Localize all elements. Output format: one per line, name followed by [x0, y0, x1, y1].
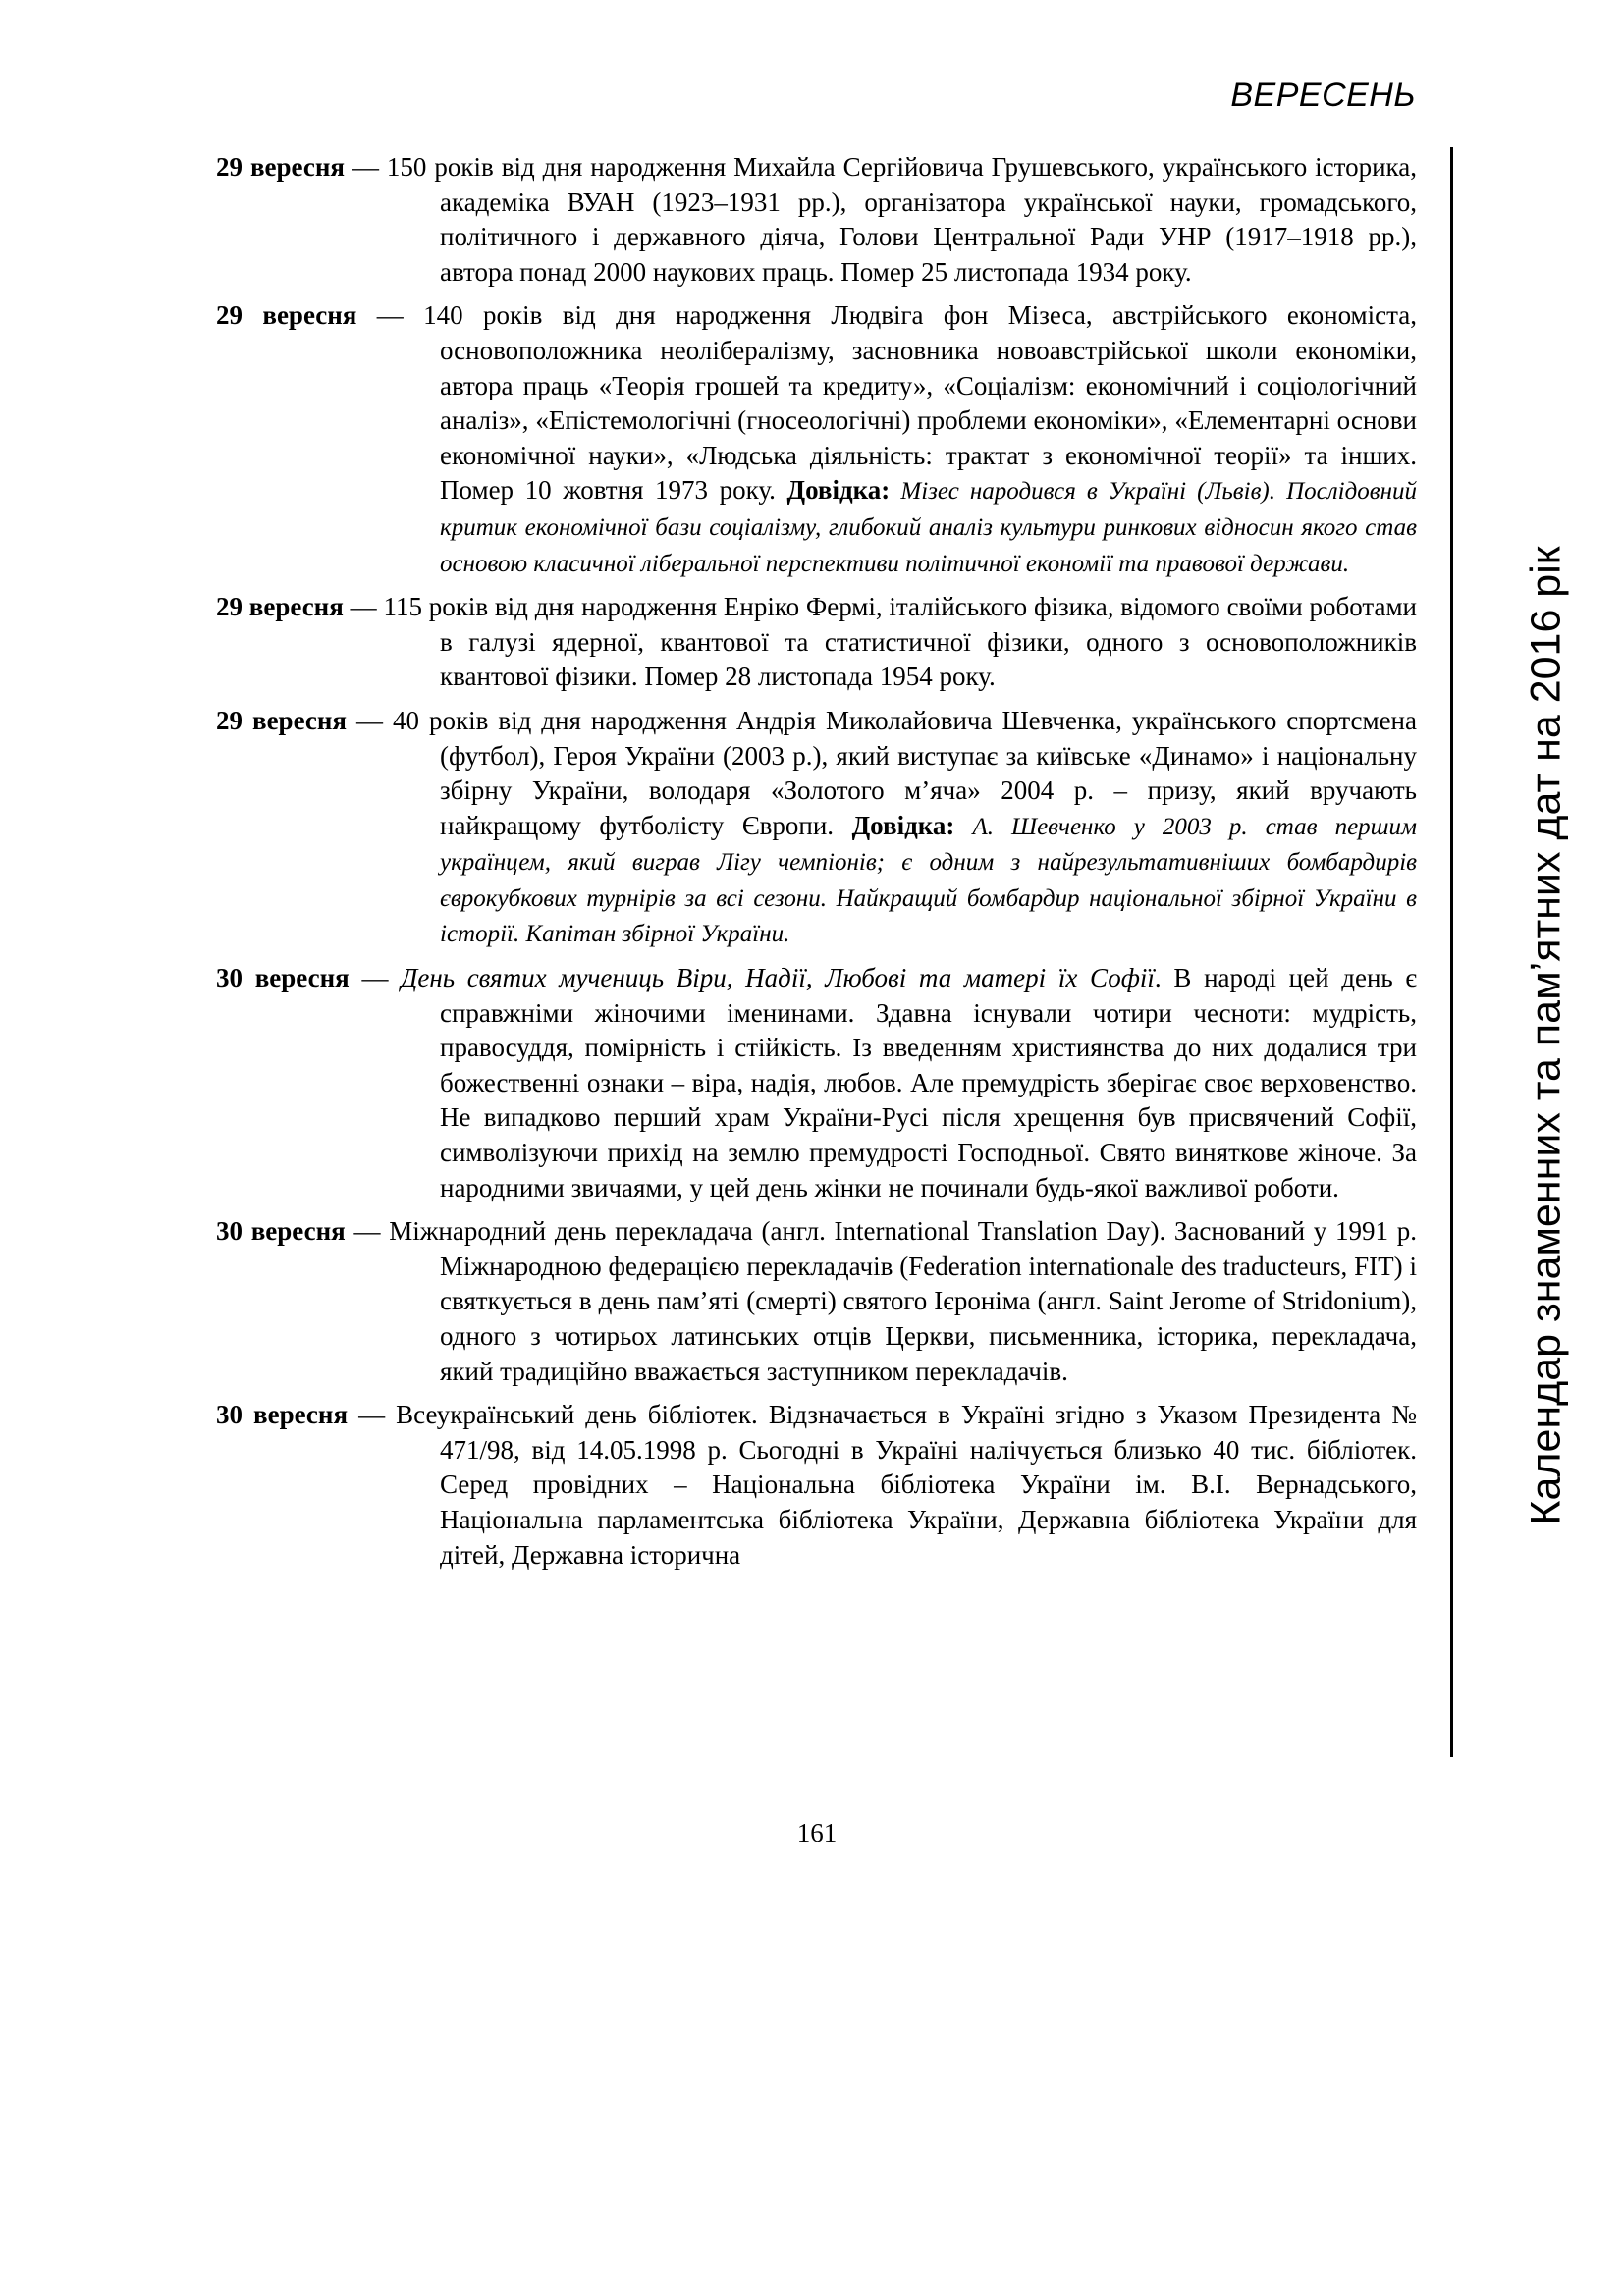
entry-hrushevsky	[216, 150, 1417, 290]
entry-text: — 140 років від дня народження Людвіга фон Мізеса, австрійського економіста, основоположника неолібералізму, засновника новоавстрійської школи економіки, автора праць «Теорія грошей та кредиту», «Соціалізм: економічний і соціологічний аналіз», «Епістемологічні (гносеологічні) проблеми економіки», «Елементарні основи економічної науки», «Людська діяльність: трактат з економічної теорії» та інших. Помер 10 жовтня 1973 року.	[356, 300, 1417, 506]
note-label: Довідка:	[851, 810, 955, 840]
entry-date: 29 вересня	[216, 592, 344, 622]
entry-text: — Міжнародний день перекладача (англ. International Translation Day). Заснований у 1991 р. Міжнародною федерацією перекладачів (Federation internationale des traducteurs, FIT) і святкується в день пам’яті (смерті) святого Ієроніма (англ. Saint Jerome of Stridonium), одного з чотирьох латинських отців Церкви, письменника, історика, перекладача, який традиційно вважається заступником перекладачів.	[345, 1216, 1418, 1386]
entry-date: 29 вересня	[216, 300, 357, 331]
entry-text: — 115 років від дня народження Енріко Фермі, італійського фізика, відомого своїми роботами в галузі ядерної, квантової та статистичної фізики, одного з основоположників квантової фізики. Помер 28 листопада 1954 року.	[343, 592, 1417, 692]
note-label: Довідка:	[786, 475, 891, 506]
entry-date: 29 вересня	[216, 705, 348, 735]
page-number: 161	[796, 1818, 838, 1847]
entry-text: — Всеукраїнський день бібліотек. Відзначається в Україні згідно з Указом Президента № 471/98, від 14.05.1998 р. Сьогодні в Україні налічується близько 40 тис. бібліотек. Серед провідних – Національна бібліотека України ім. В.І. Вернадського, Національна парламентська бібліотека України, Державна бібліотека України для дітей, Державна історична	[348, 1400, 1417, 1570]
entry-date: 30 вересня	[216, 963, 350, 993]
entry-note: А. Шевченко у 2003 р. став першим українцем, який виграв Лігу чемпіонів; є одним з найрезультативніших бомбардирів єврокубкових турнірів за всі сезони. Найкращий бомбардир національної збірної України в історії. Капітан збірної України.	[440, 813, 1417, 948]
entry-vira-nadia-liubov	[216, 961, 1417, 1205]
entry-library-day	[216, 1398, 1417, 1573]
entry-shevchenko	[216, 704, 1417, 952]
entry-note: Мізес народився в Україні (Львів). Послідовний критик економічної бази соціалізму, глибокий аналіз культури ринкових відносин якого став основою класичної ліберальної перспективи політичної економії та правової держави.	[440, 478, 1417, 577]
entry-text: . В народі цей день є справжніми жіночими іменинами. Здавна існували чотири чесноти: мудрість, правосуддя, помірність і стійкість. Із введенням християнства до них додалися три божественні ознаки – віра, надія, любов. Але премудрість зберігає своє верховенство. Не випадково перший храм України-Русі після хрещення був присвячений Софії, символізуючи прихід на землю премудрості Господньої. Свято виняткове жіноче. За народними звичаями, у цей день жінки не починали будь-якої важливої роботи.	[440, 963, 1418, 1202]
entry-mises	[216, 298, 1417, 581]
side-title: Календар знаменних та пам’ятних дат на 2016 рік	[1522, 546, 1570, 1525]
entry-date: 30 вересня	[216, 1216, 346, 1247]
entry-text: — 40 років від дня народження Андрія Миколайовича Шевченка, українського спортсмена (футбол), Героя України (2003 р.), який виступає за київське «Динамо» і національну збірну України, володаря «Золотого м’яча» 2004 р. – призу, який вручають найкращому футболісту Європи.	[347, 705, 1417, 840]
running-header: ВЕРЕСЕНЬ	[1230, 77, 1416, 114]
entry-translation-day	[216, 1214, 1417, 1389]
entry-dash: —	[349, 963, 402, 993]
entry-holiday-name: День святих мучениць Віри, Надії, Любові та матері їх Софії	[401, 963, 1155, 993]
calendar-entries	[216, 150, 1417, 1581]
vertical-rule	[1450, 147, 1453, 1757]
entry-text: — 150 років від дня народження Михайла Сергійовича Грушевського, українського історика, академіка ВУАН (1923–1931 рр.), організатора української науки, громадського, політичного і державного діяча, Голови Центральної Ради УНР (1917–1918 рр.), автора понад 2000 наукових праць. Помер 25 листопада 1934 року.	[345, 152, 1417, 287]
entry-date: 29 вересня	[216, 152, 345, 182]
entry-fermi	[216, 590, 1417, 695]
entry-date: 30 вересня	[216, 1400, 349, 1430]
